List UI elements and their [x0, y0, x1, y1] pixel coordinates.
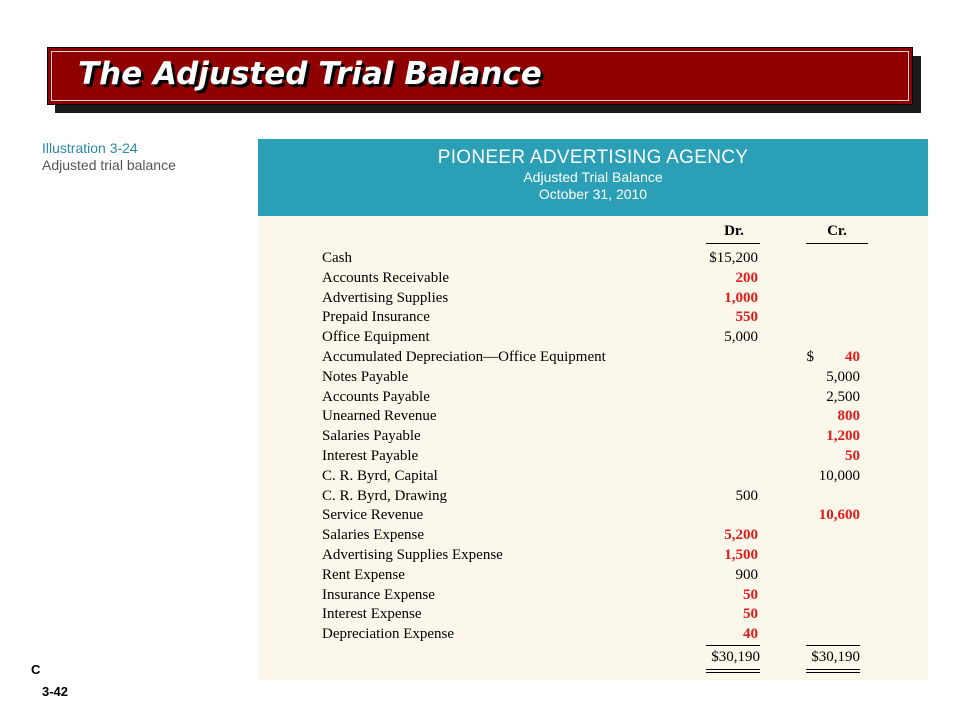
- account-name: Advertising Supplies: [322, 289, 449, 306]
- account-name: Interest Expense: [322, 606, 422, 623]
- debit-amount: 5,000: [724, 329, 758, 346]
- debit-header-rule: [706, 243, 760, 244]
- credit-cell: [826, 427, 860, 447]
- table-row: [322, 388, 882, 408]
- illustration-caption: [42, 140, 176, 174]
- debit-amount: 5,200: [724, 527, 758, 544]
- account-name: Cash: [322, 250, 352, 266]
- account-name: Interest Payable: [322, 447, 419, 464]
- credit-sum-rule: [806, 645, 860, 646]
- company-name: PIONEER ADVERTISING AGENCY: [437, 147, 749, 168]
- credit-amount: 800: [837, 408, 860, 425]
- account-name: C. R. Byrd, Capital: [322, 467, 438, 484]
- statement-date: October 31, 2010: [538, 186, 648, 202]
- title-banner: [47, 47, 913, 105]
- currency-sign: $: [806, 348, 814, 365]
- slide-title: The Adjusted Trial Balance: [78, 56, 542, 92]
- debit-amount: 900: [735, 566, 758, 583]
- credit-cell: [819, 467, 860, 487]
- credit-header-rule: [806, 243, 868, 244]
- statement-title: Adjusted Trial Balance: [523, 169, 663, 185]
- account-name: Office Equipment: [322, 329, 430, 346]
- table-row: [322, 407, 882, 427]
- debit-amount: 40: [743, 626, 758, 643]
- account-name: Salaries Payable: [322, 428, 421, 445]
- table-row: [322, 447, 882, 467]
- table-row: [322, 605, 882, 625]
- credit-amount: 5,000: [826, 368, 860, 385]
- credit-cell: [819, 506, 860, 526]
- account-name: Accounts Receivable: [322, 269, 450, 286]
- total-debits: $30,190: [711, 649, 760, 665]
- credit-amount: 10,000: [818, 467, 860, 484]
- account-name: Prepaid Insurance: [322, 309, 430, 326]
- table-row: [322, 586, 882, 606]
- debit-double-rule-bottom: [706, 672, 760, 673]
- credit-amount: 2,500: [826, 388, 860, 405]
- table-row: [322, 467, 882, 487]
- corner-mark: C: [31, 662, 41, 677]
- account-name: Notes Payable: [322, 368, 409, 385]
- table-row: [322, 546, 882, 566]
- debit-amount: 1,500: [724, 546, 758, 563]
- credit-amount: 40: [845, 348, 860, 365]
- debit-amount: 50: [743, 606, 758, 623]
- credit-amount: 50: [845, 447, 860, 464]
- debit-amount: 200: [735, 269, 758, 286]
- account-name: Insurance Expense: [322, 586, 435, 603]
- credit-cell: [838, 407, 861, 427]
- credit-cell: [826, 368, 860, 388]
- table-row: [322, 427, 882, 447]
- credit-cell: [826, 388, 860, 408]
- account-rows: [322, 249, 882, 645]
- illustration-description: Adjusted trial balance: [42, 157, 176, 173]
- debit-amount: 550: [735, 309, 758, 326]
- table-row: [322, 506, 882, 526]
- debit-sum-rule: [706, 645, 760, 646]
- credit-double-rule-bottom: [806, 672, 860, 673]
- credit-cell: [806, 348, 860, 368]
- statement-header: [258, 139, 928, 216]
- credit-cell: [845, 447, 860, 467]
- account-name: C. R. Byrd, Drawing: [322, 487, 447, 504]
- account-name: Rent Expense: [322, 566, 405, 583]
- account-name: Accumulated Depreciation—Office Equipment: [322, 348, 606, 365]
- table-row: [322, 625, 882, 645]
- debit-amount: $15,200: [709, 250, 758, 266]
- credit-column-header: Cr.: [827, 223, 847, 239]
- table-row: [322, 269, 882, 289]
- account-name: Advertising Supplies Expense: [322, 546, 503, 563]
- illustration-number: Illustration 3-24: [42, 140, 138, 156]
- table-row: [322, 487, 882, 507]
- debit-double-rule-top: [706, 669, 760, 670]
- table-row: [322, 289, 882, 309]
- account-name: Depreciation Expense: [322, 626, 455, 643]
- credit-double-rule-top: [806, 669, 860, 670]
- account-name: Salaries Expense: [322, 527, 425, 544]
- credit-amount: 10,600: [818, 507, 860, 524]
- debit-amount: 50: [743, 586, 758, 603]
- table-row: [322, 348, 882, 368]
- debit-amount: 1,000: [724, 289, 758, 306]
- total-credits: $30,190: [811, 649, 860, 665]
- account-name: Service Revenue: [322, 507, 424, 524]
- slide-number: 3-42: [42, 684, 69, 699]
- trial-balance-panel: [258, 139, 928, 680]
- table-row: [322, 249, 882, 269]
- table-row: [322, 368, 882, 388]
- debit-amount: 500: [735, 487, 758, 504]
- table-row: [322, 566, 882, 586]
- table-row: [322, 526, 882, 546]
- credit-amount: 1,200: [826, 428, 860, 445]
- table-row: [322, 308, 882, 328]
- account-name: Unearned Revenue: [322, 408, 437, 425]
- debit-column-header: Dr.: [724, 223, 744, 239]
- table-row: [322, 328, 882, 348]
- account-name: Accounts Payable: [322, 388, 430, 405]
